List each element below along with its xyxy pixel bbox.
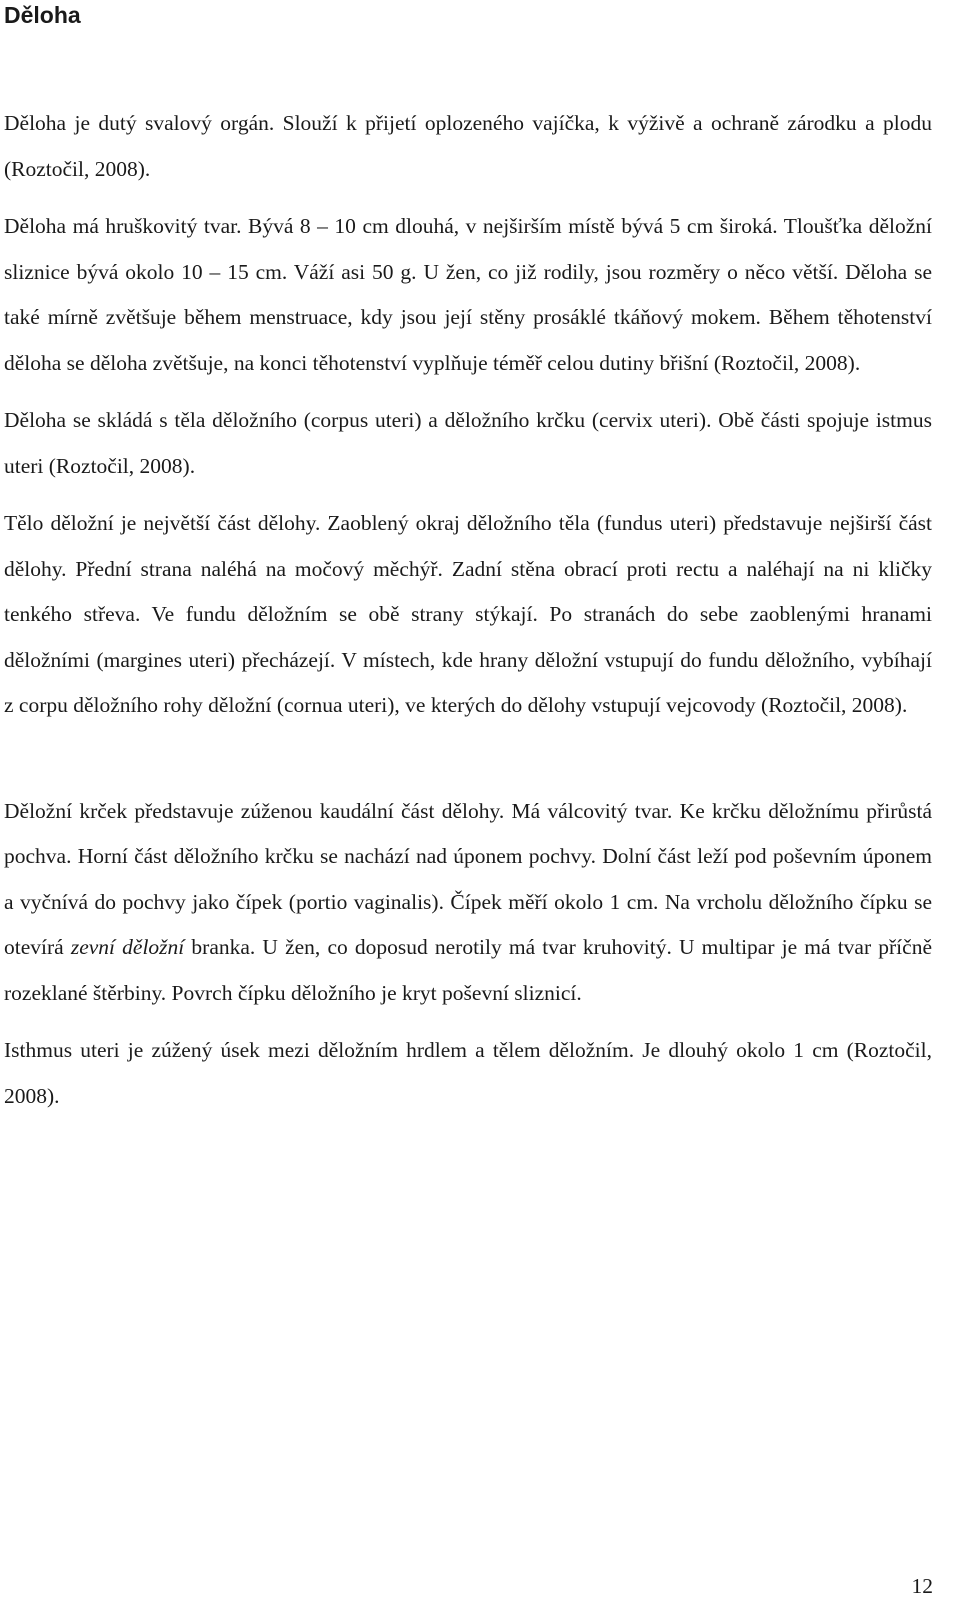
paragraph-intro: Děloha je dutý svalový orgán. Slouží k přijetí oplozeného vajíčka, k výživě a ochraně zárodku a plodu (Roztočil, 2008). (4, 111, 932, 181)
cervix-italic-term: zevní děložní (70, 935, 185, 959)
paragraph-corpus-uteri: Tělo děložní je největší část dělohy. Zaoblený okraj děložního těla (fundus uteri) představuje nejširší část dělohy. Přední strana naléhá na močový měchýř. Zadní stěna obrací proti rectu a naléhají na ni kličky tenkého střeva. Ve fundu děložním se obě strany stýkají. Po stranách do sebe zaoblenými hranami děložními (margines uteri) přecházejí. V místech, kde hrany děložní vstupují do fundu děložního, vybíhají z corpu děložního rohy děložní (cornua uteri), ve kterých do dělohy vstupují vejcovody (Roztočil, 2008). (4, 511, 932, 717)
paragraph-cervix (4, 789, 932, 1017)
cervix-text-end: branka. U žen, co doposud nerotily má tvar kruhovitý. U multipar je má tvar příčně rozeklané štěrbiny. Povrch čípku děložního je kryt poševní sliznicí. (4, 935, 932, 1005)
paragraph-isthmus: Isthmus uteri je zúžený úsek mezi děložním hrdlem a tělem děložním. Je dlouhý okolo 1 cm (Roztočil, 2008). (4, 1038, 932, 1108)
paragraph-composition: Děloha se skládá s těla děložního (corpus uteri) a děložního krčku (cervix uteri). Obě části spojuje istmus uteri (Roztočil, 2008). (4, 408, 932, 478)
paragraph-shape-size: Děloha má hruškovitý tvar. Bývá 8 – 10 cm dlouhá, v nejširším místě bývá 5 cm široká. Tloušťka děložní sliznice bývá okolo 10 – 15 cm. Váží asi 50 g. U žen, co již rodily, jsou rozměry o něco větší. Děloha se také mírně zvětšuje během menstruace, kdy jsou její stěny prosáklé tkáňový mokem. Během těhotenství děloha se děloha zvětšuje, na konci těhotenství vyplňuje téměř celou dutiny břišní (Roztočil, 2008). (4, 214, 932, 375)
document-body (4, 101, 932, 1119)
page-number: 12 (911, 1574, 933, 1598)
cervix-text-start: Děložní krček představuje zúženou kaudální část dělohy. Má válcovitý tvar. Ke krčku děložnímu přirůstá pochva. Horní část děložního krčku se nachází nad úponem pochvy. Dolní část leží pod poševním úponem a vyčnívá do pochvy jako čípek (portio vaginalis). Čípek měří okolo 1 cm. Na vrcholu děložního čípku se otevírá (4, 798, 932, 959)
section-heading: Děloha (4, 2, 81, 28)
